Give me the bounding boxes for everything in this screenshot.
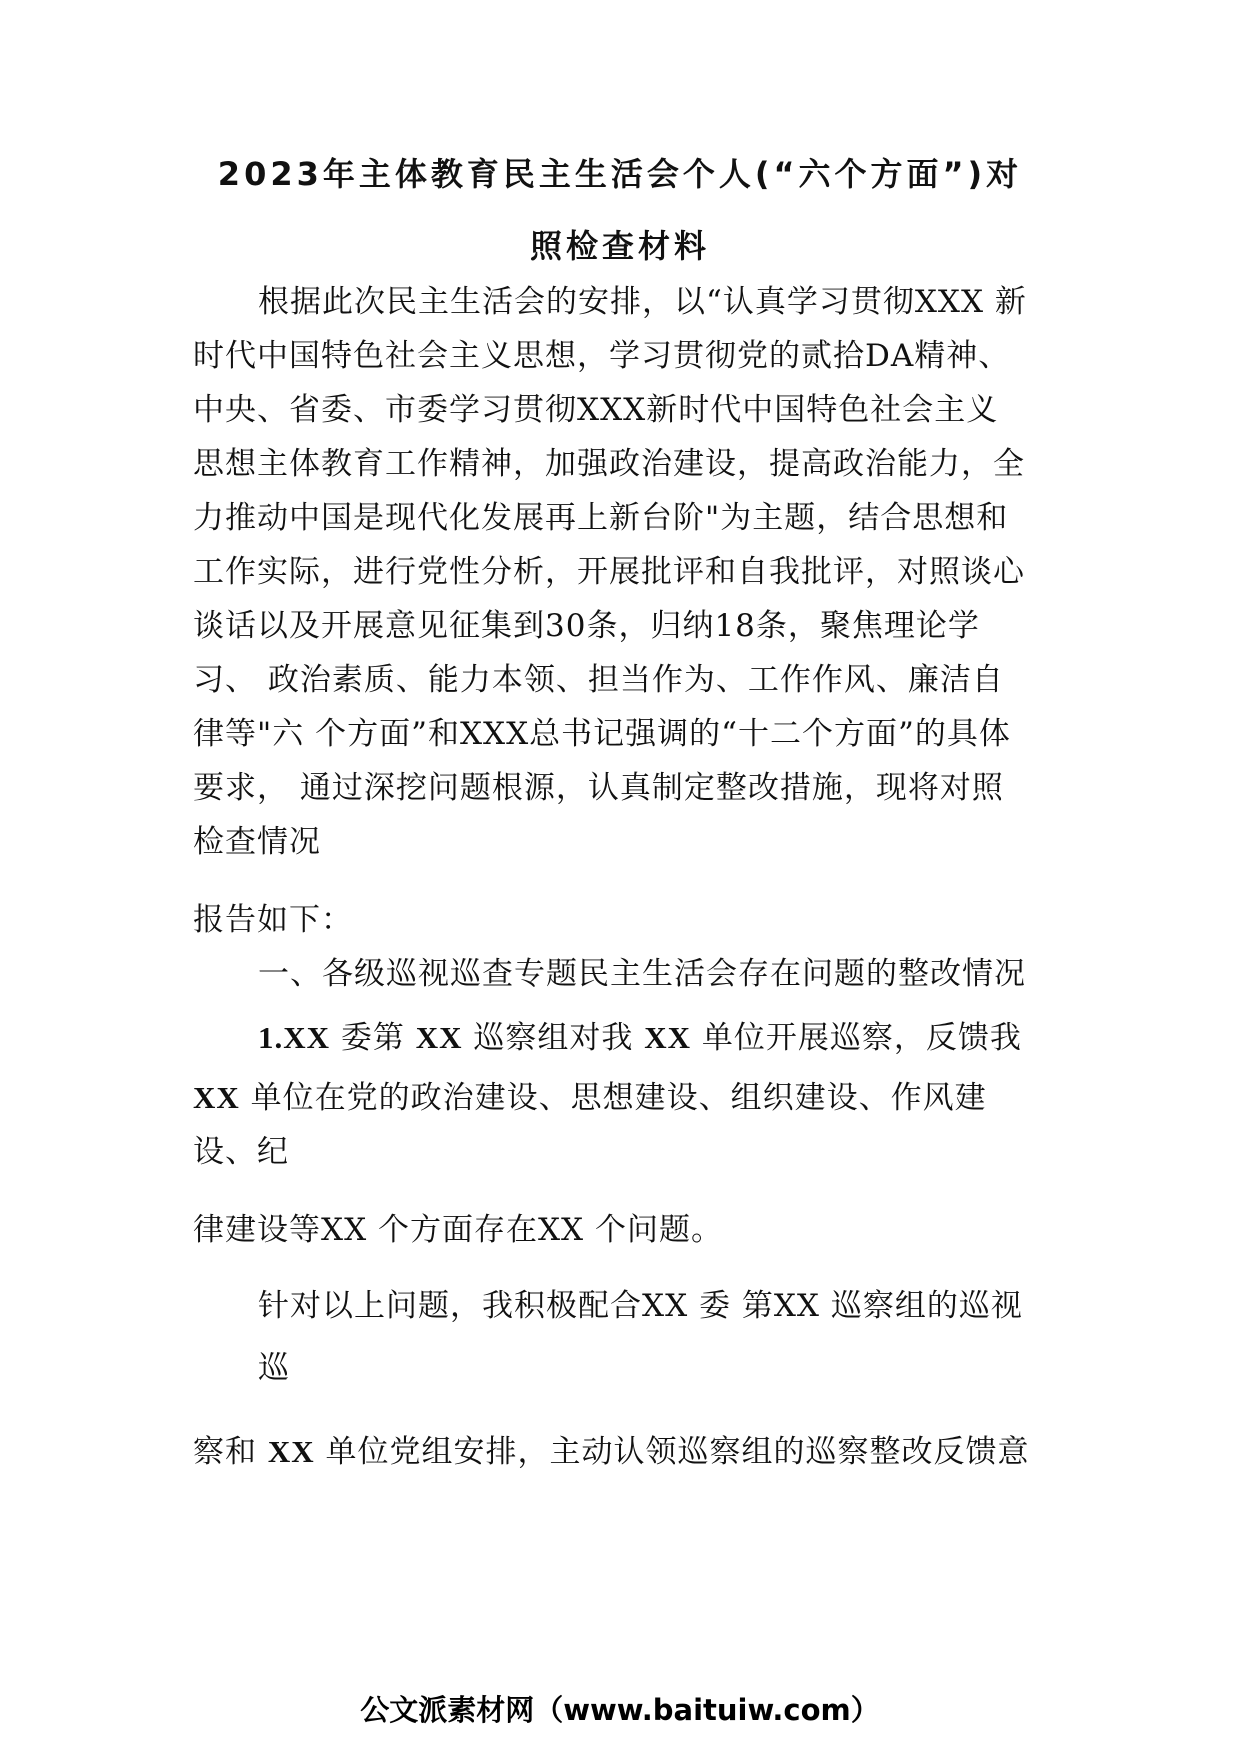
item-1-line-1	[258, 1018, 1022, 1058]
paragraph-3-line-3	[193, 1432, 1030, 1472]
paragraph-3-line-1: 针对以上问题，我积极配合XX 委 第XX 巡察组的巡视	[258, 1288, 1023, 1324]
footer-watermark: 公文派素材网（www.baituiw.com）	[360, 1693, 880, 1727]
section-1-heading: 一、各级巡视巡查专题民主生活会存在问题的整改情况	[258, 956, 1026, 992]
report-line: 报告如下：	[193, 902, 353, 938]
paragraph-3-bold: XX	[267, 1434, 315, 1469]
paragraph-1-line-7: 谈话以及开展意见征集到30条，归纳18条，聚焦理论学	[193, 608, 980, 644]
paragraph-1-line-9: 律等"六 个方面”和XXX总书记强调的“十二个方面”的具体	[193, 716, 1011, 752]
paragraph-1-line-2: 时代中国特色社会主义思想，学习贯彻党的贰拾DA精神、	[193, 338, 1011, 374]
paragraph-1-line-1: 根据此次民主生活会的安排，以“认真学习贯彻XXX 新	[258, 284, 1027, 320]
document-title-line-1: 2023年主体教育民主生活会个人(“六个方面”)对	[217, 155, 1023, 193]
paragraph-3-text-b: 单位党组安排，主动认领巡察组的巡察整改反馈意	[314, 1434, 1030, 1470]
paragraph-3-text-a: 察和	[193, 1434, 268, 1470]
paragraph-1-line-5: 力推动中国是现代化发展再上新台阶"为主题，结合思想和	[193, 500, 1009, 536]
paragraph-1-line-10: 要求， 通过深挖问题根源，认真制定整改措施，现将对照	[193, 770, 1004, 806]
item-1-bold-b: XX	[415, 1020, 463, 1055]
item-1-text-a: 委第	[330, 1020, 416, 1056]
document-title-line-2: 照检查材料	[529, 227, 710, 265]
paragraph-3-line-2: 巡	[258, 1350, 290, 1386]
item-1-line-3: 设、纪	[193, 1134, 289, 1170]
item-1-text-b: 巡察组对我	[462, 1020, 645, 1056]
paragraph-1-line-8: 习、 政治素质、能力本领、担当作为、工作作风、廉洁自	[193, 662, 1004, 698]
item-1-bold-a: 1.XX	[258, 1020, 331, 1055]
item-1-text-c: 单位开展巡察，反馈我	[691, 1020, 1022, 1056]
item-1-bold-c: XX	[644, 1020, 692, 1055]
item-1-line-2	[193, 1078, 987, 1118]
paragraph-1-line-11: 检查情况	[193, 824, 321, 860]
paragraph-1-line-4: 思想主体教育工作精神，加强政治建设，提高政治能力，全	[193, 446, 1025, 482]
item-1-line-2-bold: XX	[193, 1080, 240, 1115]
paragraph-1-line-3: 中央、省委、市委学习贯彻XXX新时代中国特色社会主义	[193, 392, 999, 428]
paragraph-1-line-6: 工作实际，进行党性分析，开展批评和自我批评，对照谈心	[193, 554, 1025, 590]
item-1-line-4: 律建设等XX 个方面存在XX 个问题。	[193, 1212, 723, 1248]
item-1-line-2-text: 单位在党的政治建设、思想建设、组织建设、作风建	[239, 1080, 987, 1116]
